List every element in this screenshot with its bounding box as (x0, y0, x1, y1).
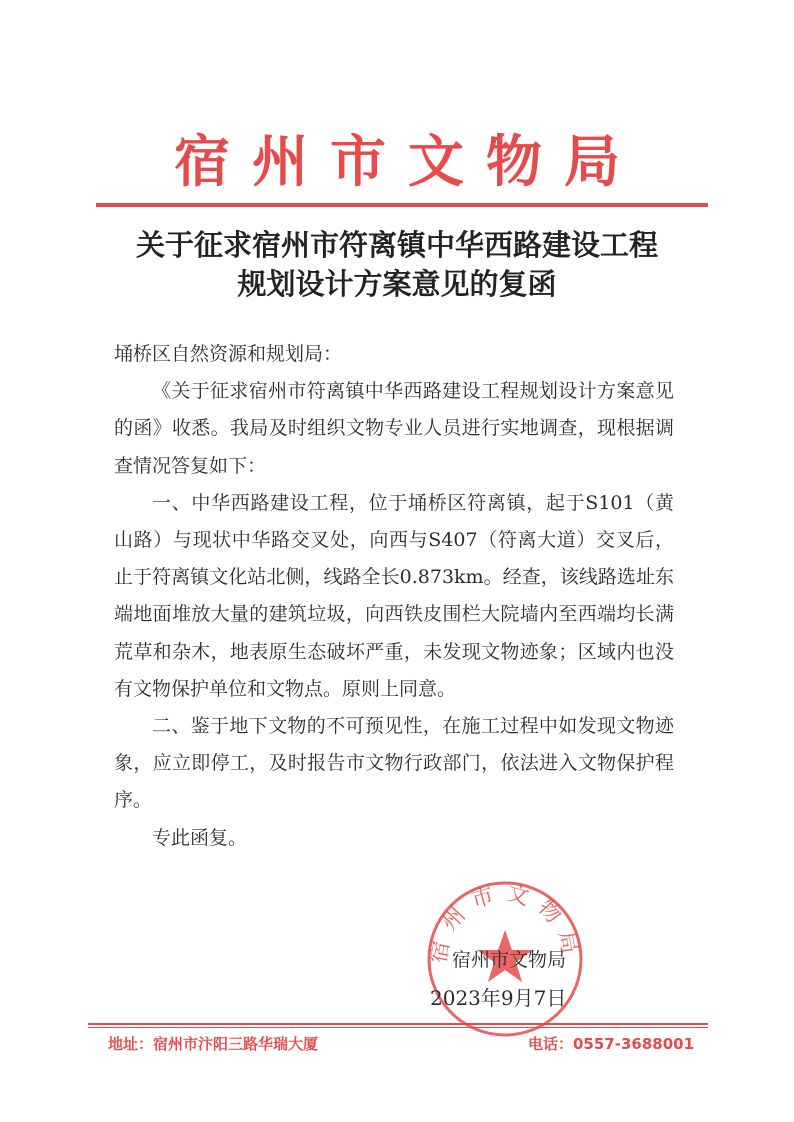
signature-date: 2023年9月7日 (430, 986, 567, 1010)
letterhead-title: 宿州市文物局 (174, 129, 642, 195)
document-title-line-1: 关于征求宿州市符离镇中华西路建设工程 (135, 228, 658, 262)
paragraph-item-1: 一、中华西路建设工程，位于埇桥区符离镇，起于S101（黄山路）与现状中华路交叉处，向西与S407（符离大道）交叉后，止于符离镇文化站北侧，线路全长0.873km。经查，该线路选址东端地面堆放大量的建筑垃圾，向西铁皮围栏大院墙内至西端均长满荒草和杂木，地表原生态破坏严重，未发现文物迹象；区域内也没有文物保护单位和文物点。原则上同意。 (114, 491, 674, 700)
paragraph-item-2: 二、鉴于地下文物的不可预见性，在施工过程中如发现文物迹象，应立即停工，及时报告市文物行政部门，依法进入文物保护程序。 (114, 715, 674, 812)
paragraph-intro: 《关于征求宿州市符离镇中华西路建设工程规划设计方案意见的函》收悉。我局及时组织文物专业人员进行实地调查，现根据调查情况答复如下： (114, 380, 674, 477)
salutation: 埇桥区自然资源和规划局： (114, 343, 343, 365)
footer-divider-thin (88, 1027, 708, 1028)
signature-org: 宿州市文物局 (452, 949, 567, 971)
letter-body (114, 336, 674, 857)
paragraph-closing: 专此函复。 (152, 826, 248, 849)
footer-phone: 电话：0557-3688001 (528, 1035, 695, 1053)
footer-divider-thick (88, 1023, 708, 1025)
seal-text: 宿州市文物局 (426, 880, 584, 966)
letterhead-divider (96, 203, 708, 207)
document-title-line-2: 规划设计方案意见的复函 (237, 267, 557, 301)
footer-address: 地址：宿州市汴阳三路华瑞大厦 (108, 1035, 319, 1053)
